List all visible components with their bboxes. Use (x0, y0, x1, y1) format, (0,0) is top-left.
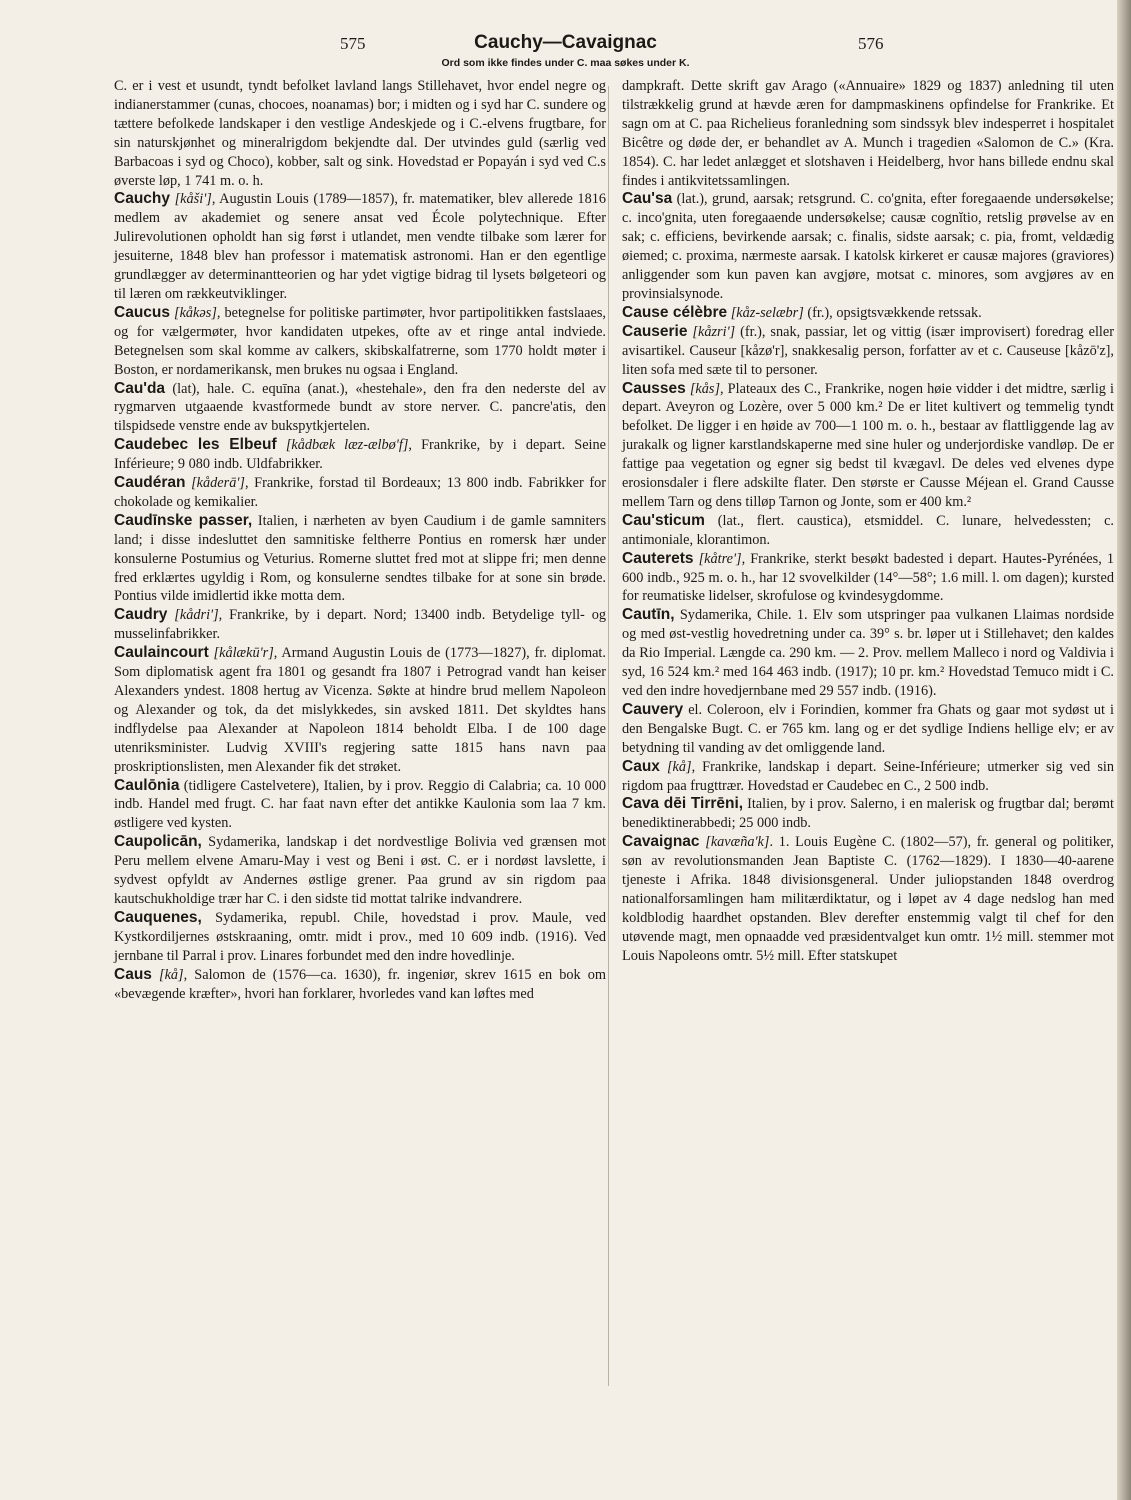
page-number-left: 575 (340, 34, 366, 53)
entry-text: . 1. Louis Eugène C. (1802—57), fr. general og politiker, søn av revolutionsmanden Jean Baptiste C. (1762—1829). I 1830—40-aarene tjeneste i Afrika. 1848 divisionsgeneral. Under juliopstanden 1848 overdrog nationalforsamlingen ham militærdiktatur, og i løpet av 4 dage nedslog han med koldblodig haardhet opstanden. Blev derefter enstemmig valgt til chef for den utøvende magt, men opnaadde ved præsidentvalget kun omtr. 1½ mill. stemmer mot Louis Napoleons omtr. 5½ mill. Efter statskupet (622, 834, 1114, 964)
entry-text: , Frankrike, sterkt besøkt badested i depart. Hautes-Pyrénées, 1 600 indb., 925 m. o. h., har 12 svovelkilder (14°—58°; 1.6 mill. l. om dagen); kursted for reumatiske lidelser, skrofulose og kvindesygdomme. (622, 550, 1114, 605)
dictionary-entry (622, 380, 1114, 512)
entry-text: , Frankrike, forstad til Bordeaux; 13 800 indb. Fabrikker for chokolade og kemikalier. (114, 475, 606, 510)
entry-text: dampkraft. Dette skrift gav Arago («Annuaire» 1829 og 1837) anledning til uten tilstrækkelig grund at hævde æren for dampmaskinens opfindelse for Frankrike. Et sagn om at C. paa Richelieus foranledning som sindssyk blev indesperret i hospitalet Bicêtre og døde der, er behandlet av A. Munch i tragedien «Salomon de C.» (Kra. 1854). C. har ledet anlægget et slotshaven i Heidelberg, hvor hans billede endnu skal findes i antikvitetssamlingen. (622, 78, 1114, 189)
entry-headword: Cauvery (622, 700, 684, 718)
entry-text: (lat., flert. caustica), etsmiddel. C. lunare, helvedessten; c. antimoniale, klorantimon. (622, 512, 1114, 548)
dictionary-entry (622, 550, 1114, 607)
column-divider (608, 86, 609, 1386)
left-column (114, 77, 606, 1003)
entry-text: , Frankrike, by i depart. Nord; 13400 indb. Betydelige tyll- og musselinfabrikker. (114, 607, 606, 643)
entry-headword: Cau'sticum (622, 511, 705, 529)
dictionary-entry (622, 795, 1114, 833)
entry-headword: Caupolicān, (114, 833, 202, 851)
entry-text: , Frankrike, landskap i depart. Seine-Inférieure; utmerker sig ved sin rigdom paa frugttrær. Hovedstad er Caudebec en C., 2 500 indb. (622, 758, 1115, 794)
page-edge (1117, 0, 1131, 1500)
entry-pronunciation: [kådri'] (174, 607, 219, 624)
entry-text: (fr.), snak, passiar, let og vittig (især improvisert) foredrag eller avisartikel. Causeur [kåzø'r], snakkesalig person, forfatter av et c. Causeuse [kåzō'z], liten sofa med sæte til to personer. (622, 323, 1114, 378)
dictionary-entry (622, 701, 1114, 758)
dictionary-entry (114, 77, 606, 190)
entry-headword: Caulaincourt (114, 644, 209, 662)
entry-headword: Caux (622, 757, 660, 775)
dictionary-entry (114, 966, 606, 1004)
dictionary-entry (114, 833, 606, 909)
entry-pronunciation: [kåtre'] (698, 550, 742, 567)
entry-text: el. Coleroon, elv i Forindien, kommer fra Ghats og gaar mot sydøst ut i den Bengalske Bugt. C. er 765 km. lang og er det sydlige Indiens hellige elv; er av betydning til vanding av det omliggende land. (622, 701, 1114, 756)
dictionary-entry (622, 606, 1114, 701)
dictionary-entry (622, 304, 1114, 323)
entry-text: C. er i vest et usundt, tyndt befolket lavland langs Stillehavet, hvor endel negre og indianerstammer (cunas, chocoes, noanamas) bor; i midten og i syd har C. sundere og tættere befolkede landskaper i den vestlige Andeskjede og i C.-elvens frugtbare, for sin naturskjønhet og mineralrigdom bekjendte dal. Der utvindes guld (særlig ved Barbacoas i syd og Choco), kobber, salt og sink. Hovedstad er Popayán i syd ved C.s øverste løp, 1 741 m. o. h. (114, 78, 606, 189)
dictionary-entry (114, 512, 606, 607)
entry-text: (lat), hale. C. equīna (anat.), «hestehale», den fra den nederste del av rygmarven utgaaende kvastformede bundt av store nerver. C. pancre'atis, den tilspidsede venstre ende av bukspytkjertelen. (114, 380, 607, 435)
dictionary-entry (114, 380, 606, 437)
entry-text: Sydamerika, republ. Chile, hovedstad i prov. Maule, ved Kystkordiljernes østskraaning, omtr. midt i prov., med 10 609 indb. (1916). Ved jernbane til Parral i prov. Linares forbundet med den indre hovedlinje. (114, 909, 606, 964)
entry-text: , Frankrike, by i depart. Seine Inférieure; 9 080 indb. Uldfabrikker. (114, 437, 607, 473)
entry-headword: Cauterets (622, 549, 694, 567)
entry-headword: Causses (622, 379, 686, 397)
entry-text: Italien, by i prov. Salerno, i en malerisk og frugtbar dal; berømt benediktinerabbedi; 25 000 indb. (622, 796, 1115, 832)
page-number-right: 576 (858, 34, 884, 53)
entry-headword: Caulōnia (114, 776, 180, 794)
entry-pronunciation: [kavæña'k] (705, 834, 770, 851)
page-subtitle: Ord som ikke findes under C. maa søkes under K. (441, 57, 690, 69)
entry-pronunciation: [kålækū'r] (213, 645, 274, 662)
entry-text: , Armand Augustin Louis de (1773—1827), fr. diplomat. Som diplomatisk agent fra 1801 og gesandt fra 1807 i Petrograd vandt han keiser Alexanders yndest. 1808 hertug av Vicenza. Søkte at hindre brud mellem Napoleon og Alexander og tok, da det mislykkedes, sin avsked 1811. Det skyldtes hans indflydelse paa Alexander at Napoleon 1814 beholdt Elba. I de 100 dage utenriksminister. Ludvig XVIII's regjering satte 1815 hans navn paa proskriptionslisten, men Alexander fik det strøket. (114, 645, 606, 775)
entry-headword: Caus (114, 965, 152, 983)
page-title: Cauchy—Cavaignac (474, 32, 657, 53)
dictionary-entry (622, 323, 1114, 380)
entry-headword: Caudéran (114, 474, 186, 492)
right-column (622, 77, 1114, 966)
entry-headword: Caudīnske passer, (114, 511, 253, 529)
entry-text: (lat.), grund, aarsak; retsgrund. C. co'gnita, efter foregaaende undersøkelse; c. inco'gnita, uten foregaaende undersøkelse; causæ cognĭtio, retslig prøvelse av en sak; c. efficiens, bevirkende aarsak; c. finalis, sidste aarsak; c. pia, fromt, veldædig øiemed; c. proxima, nærmeste aarsak. I katolsk kirkeret er causæ majores (graviores) anliggender som kun paven kan avgjøre, motsat c. minores, som avgjøres av en provinsialsynode. (622, 191, 1114, 302)
dictionary-entry (114, 304, 606, 380)
entry-text: , betegnelse for politiske partimøter, hvor partipolitikken fastslaaes, og for vælgermøter, hvor kandidaten utpekes, ofte av et ringe antal indviede. Betegnelsen som skal komme av calkers, skibskalfatrerne, som 1770 holdt møter i Boston, er nordamerikansk, men brukes nu ogsaa i England. (114, 304, 606, 378)
entry-text: , Salomon de (1576—ca. 1630), fr. ingeniør, skrev 1615 en bok om «bevægende kræfter», hvori han forklarer, hvorledes vand kan løftes med (114, 966, 606, 1002)
entry-text: Italien, i nærheten av byen Caudium i de gamle samniters land; i disse indesluttet den samnitiske feltherre Pontius en romersk hær under konsulerne Postumius og Veturius. Romerne sluttet fred mot at slippe fri; men denne fred erklærtes ugyldig i Rom, og konsulerne sendtes tilbake for at sone sin brøde. Pontius vilde imidlertid ikke motta dem. (114, 512, 607, 605)
dictionary-entry (622, 758, 1114, 796)
entry-headword: Cauquenes, (114, 908, 202, 926)
dictionary-entry (114, 190, 606, 303)
dictionary-entry (114, 436, 606, 474)
entry-text: (fr.), opsigtsvækkende retssak. (803, 304, 982, 321)
entry-headword: Causerie (622, 322, 688, 340)
entry-headword: Caudry (114, 606, 168, 624)
dictionary-entry (114, 777, 606, 834)
entry-headword: Cava dēi Tirrēni, (622, 795, 744, 813)
dictionary-entry (114, 644, 606, 776)
entry-headword: Cautīn, (622, 606, 675, 624)
entry-pronunciation: [kåderā'] (191, 475, 245, 492)
entry-text: (tidligere Castelvetere), Italien, by i prov. Reggio di Calabria; ca. 10 000 indb. Handel med frugt. C. har faat navn efter det antikke Kaulonia som laa 7 km. østligere ved kysten. (114, 777, 606, 832)
dictionary-entry (114, 474, 606, 512)
entry-pronunciation: [kåkəs] (174, 304, 217, 321)
entry-headword: Cavaignac (622, 833, 700, 851)
entry-headword: Cau'sa (622, 190, 673, 208)
entry-pronunciation: [kåzri'] (692, 323, 736, 340)
entry-pronunciation: [kådbæk læz-ælbø'f] (285, 437, 409, 454)
entry-pronunciation: [kåz-selæbr] (730, 304, 804, 321)
entry-pronunciation: [kås] (689, 380, 721, 397)
entry-headword: Cau'da (114, 379, 166, 397)
dictionary-entry (622, 833, 1114, 965)
entry-text: , Plateaux des C., Frankrike, nogen høie vidder i det midtre, særlig i depart. Aveyron og Lozère, over 5 000 km.² De er litet kultivert og temmelig tyndt befolket. De ligger i en høide av 700—1 100 m. o. h., bestaar av flattliggende lag av jurakalk og ligner karstlandskaperne med sine huler og underjordiske vandløp. De er fattige paa vegetation og egner sig bedst til kvægavl. De deles ved elvenes dype erosionsdaler i flere adskilte flater. Den største er Causse Méjean el. Grand Causse mellem Tarn og dens tilløp Tarnon og Jonte, som er 400 km.² (622, 380, 1114, 510)
dictionary-entry (114, 606, 606, 644)
entry-pronunciation: [kåši'] (174, 191, 212, 208)
entry-pronunciation: [kå] (666, 758, 692, 775)
page-header (0, 30, 1131, 76)
dictionary-entry (622, 512, 1114, 550)
dictionary-entry (114, 909, 606, 966)
entry-headword: Caucus (114, 303, 170, 321)
entry-headword: Cauchy (114, 190, 170, 208)
entry-text: Sydamerika, Chile. 1. Elv som utspringer paa vulkanen Llaimas nordside og med øst-vestlig hovedretning under ca. 39° s. br. løper ut i Stillehavet; den kaldes da Rio Imperial. Længde ca. 290 km. — 2. Prov. mellem Malleco i nord og Valdivia i syd, 16 524 km.² med 164 463 indb. (1917); 10 pr. km.² Hovedstad Temuco midt i C. ved den indre hovedjernbane med 29 557 indb. (1916). (622, 607, 1115, 699)
dictionary-entry (622, 77, 1114, 190)
entry-pronunciation: [kå] (159, 966, 184, 983)
entry-text: Sydamerika, landskap i det nordvestlige Bolivia ved grænsen mot Peru mellem elvene Amaru-May i vest og Beni i øst. C. er i nordøst lavslette, i sydvest opfyldt av Andernes østlige grener. Paa grund av sin rigdom paa kautschukholdige trær har C. i den sidste tid mottat talrike indvandrere. (114, 834, 606, 907)
entry-headword: Caudebec les Elbeuf (114, 436, 277, 454)
entry-text: , Augustin Louis (1789—1857), fr. matematiker, blev allerede 1816 medlem av akademiet og senere ansat ved École polytechnique. Efter Julirevolutionen opholdt han sig først i utlandet, men vendte tilbake som lærer for jesuiterne, 1848 blev han professor i matematisk astronomi. Han er den egentlige grundlægger av determinantteorien og har ydet vigtige bidrag til lysets bølgeteori og til læren om rækkeutviklinger. (114, 191, 607, 302)
entry-headword: Cause célèbre (622, 303, 728, 321)
dictionary-entry (622, 190, 1114, 303)
